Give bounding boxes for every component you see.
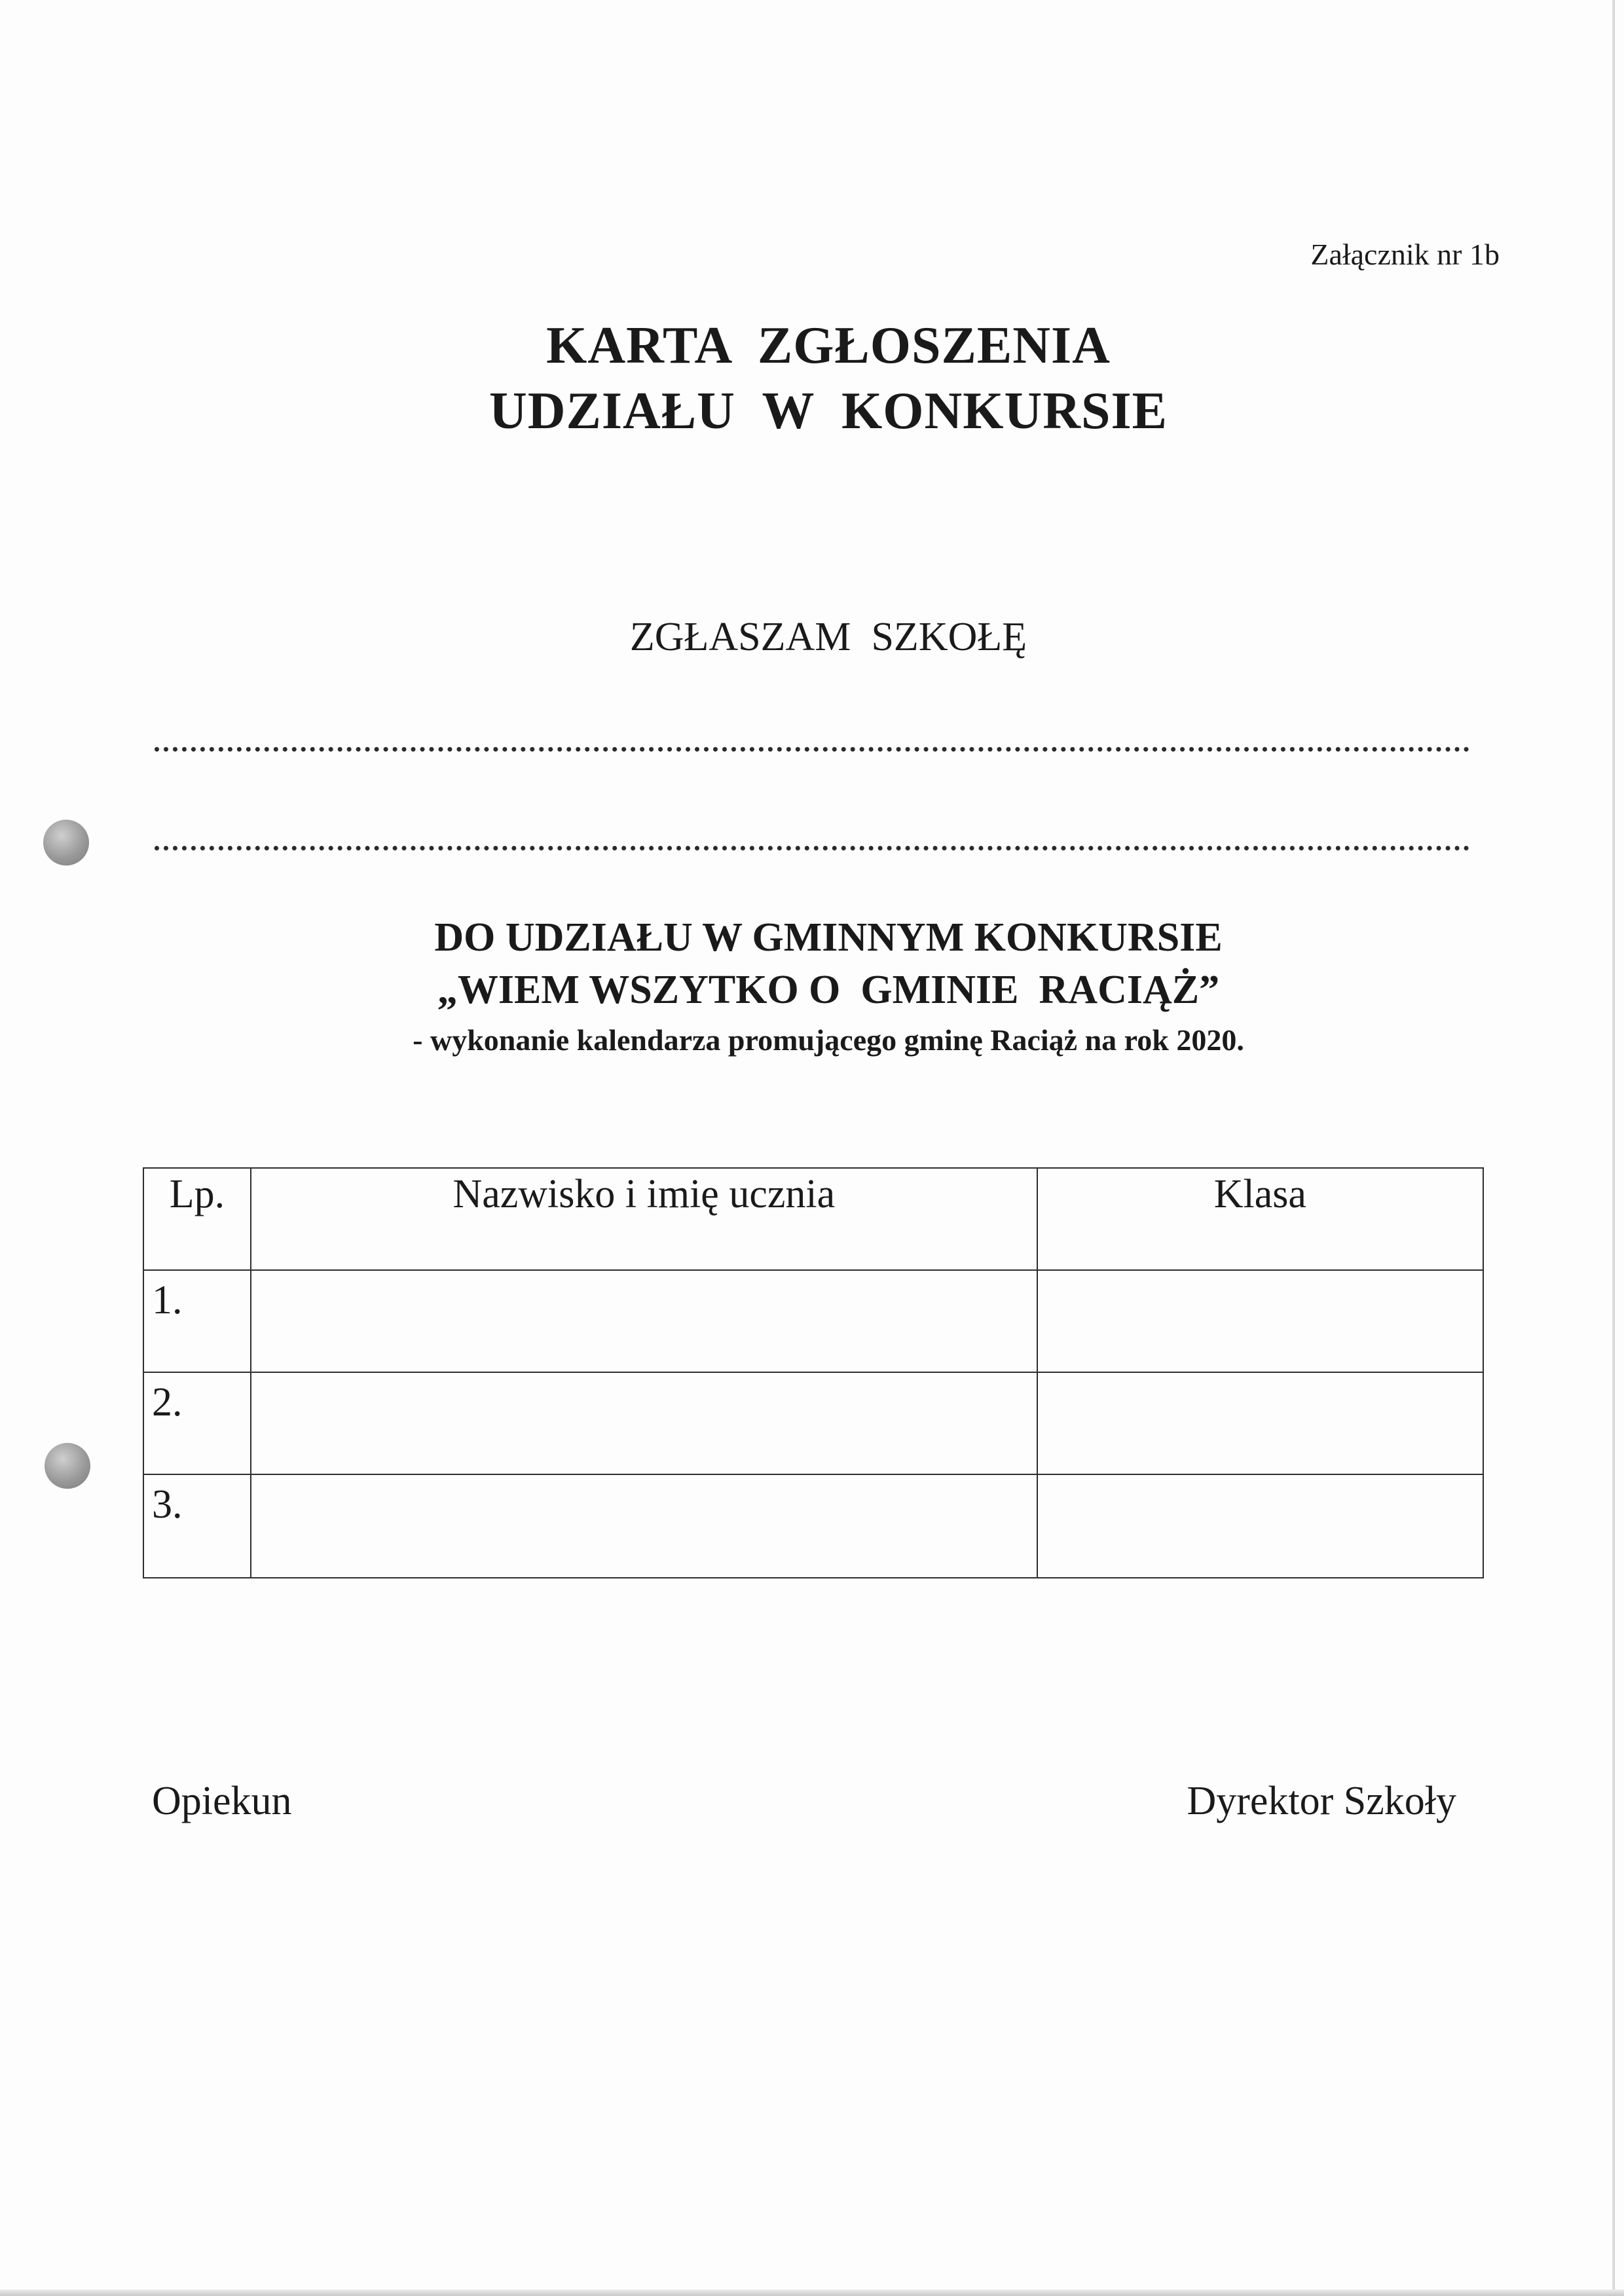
student-name-cell[interactable] — [251, 1372, 1037, 1474]
contest-heading — [0, 911, 1624, 1063]
header-class: Klasa — [1037, 1168, 1483, 1270]
row-number: 3. — [143, 1474, 251, 1578]
form-title-line-2: UDZIAŁU W KONKURSIE — [489, 382, 1168, 440]
header-student-name: Nazwisko i imię ucznia — [251, 1168, 1037, 1270]
table-row — [143, 1372, 1483, 1474]
header-lp: Lp. — [143, 1168, 251, 1270]
punch-hole-lower — [45, 1443, 90, 1489]
table-row — [143, 1270, 1483, 1372]
row-number: 2. — [143, 1372, 251, 1474]
students-table — [143, 1167, 1484, 1578]
contest-heading-line-2: „WIEM WSZYTKO O GMINIE RACIĄŻ” — [437, 968, 1220, 1012]
student-name-cell[interactable] — [251, 1474, 1037, 1578]
form-title-line-1: KARTA ZGŁOSZENIA — [546, 317, 1111, 374]
annex-label: Załącznik nr 1b — [1310, 238, 1500, 271]
table-header-row — [143, 1168, 1483, 1270]
student-class-cell[interactable] — [1037, 1474, 1483, 1578]
school-name-field-line-1[interactable] — [155, 747, 1469, 752]
row-number: 1. — [143, 1270, 251, 1372]
form-title — [0, 313, 1624, 444]
student-name-cell[interactable] — [251, 1270, 1037, 1372]
declaration-text: ZGŁASZAM SZKOŁĘ — [629, 615, 1027, 659]
contest-subtitle: - wykonanie kalendarza promującego gminę Raciąż na rok 2020. — [413, 1023, 1244, 1057]
signature-director-label: Dyrektor Szkoły — [1187, 1779, 1456, 1823]
punch-hole-upper — [43, 820, 89, 866]
student-class-cell[interactable] — [1037, 1270, 1483, 1372]
table-row — [143, 1474, 1483, 1578]
school-name-field-line-2[interactable] — [155, 846, 1469, 850]
page-bottom-edge — [0, 2289, 1624, 2296]
student-class-cell[interactable] — [1037, 1372, 1483, 1474]
signature-guardian-label: Opiekun — [152, 1779, 292, 1823]
contest-heading-line-1: DO UDZIAŁU W GMINNYM KONKURSIE — [434, 915, 1223, 960]
